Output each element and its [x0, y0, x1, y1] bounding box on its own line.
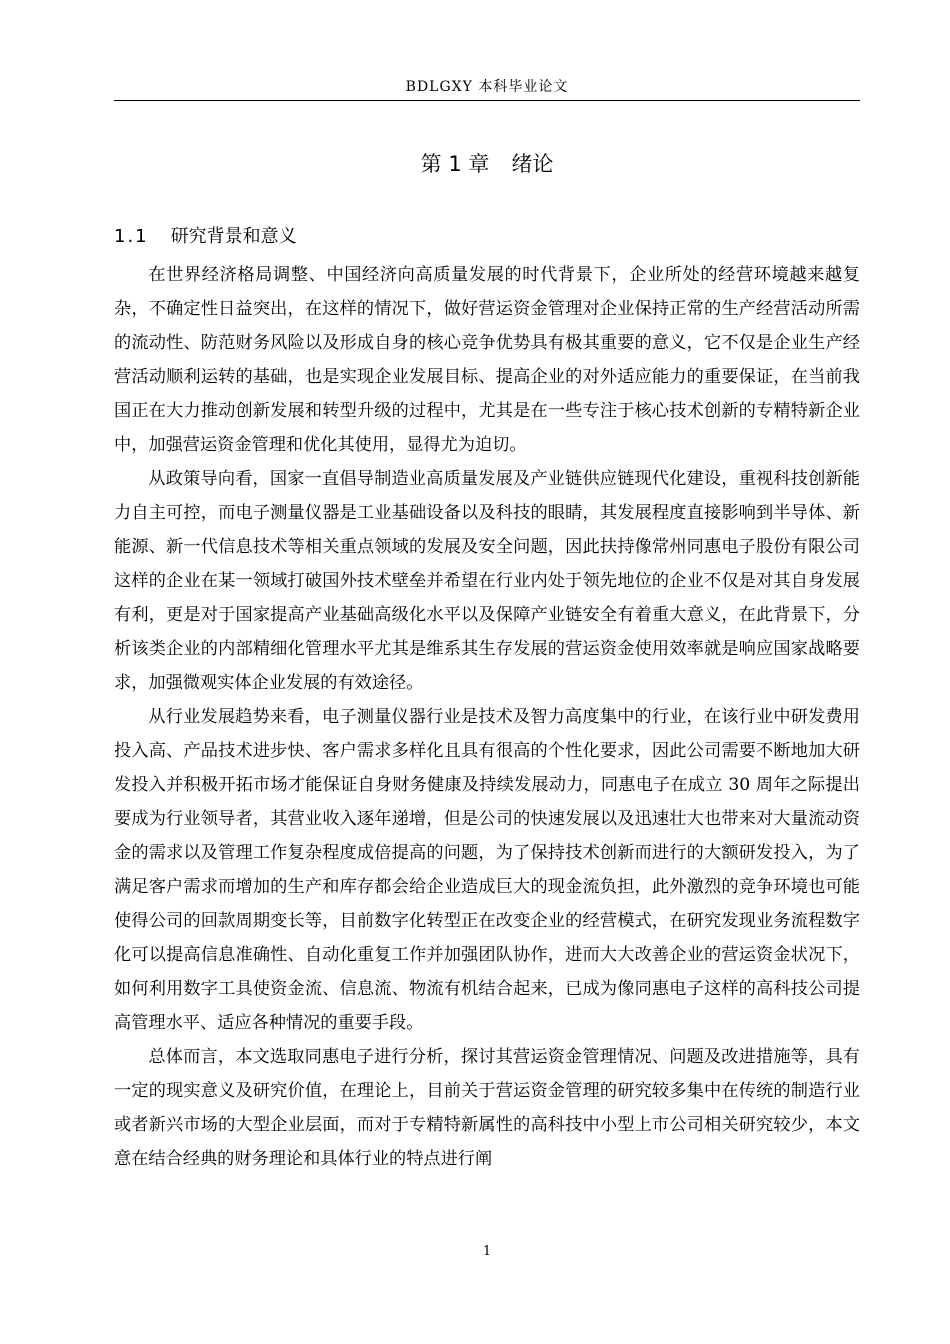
section-title-text: 研究背景和意义: [170, 226, 297, 247]
paragraph: 从政策导向看，国家一直倡导制造业高质量发展及产业链供应链现代化建设，重视科技创新能力自主可控，而电子测量仪器是工业基础设备以及科技的眼睛，其发展程度直接影响到半导体、新能源、新一代信息技术等相关重点领域的发展及安全问题，因此扶持像常州同惠电子股份有限公司这样的企业在某一领域打破国外技术壁垒并希望在行业内处于领先地位的企业不仅是对其自身发展有利，更是对于国家提高产业基础高级化水平以及保障产业链安全有着重大意义，在此背景下，分析该类企业的内部精细化管理水平尤其是维系其生存发展的营运资金使用效率就是响应国家战略要求，加强微观实体企业发展的有效途径。: [114, 469, 860, 693]
paragraph: 在世界经济格局调整、中国经济向高质量发展的时代背景下，企业所处的经营环境越来越复杂，不确定性日益突出，在这样的情况下，做好营运资金管理对企业保持正常的生产经营活动所需的流动性、防范财务风险以及形成自身的核心竞争优势具有极其重要的意义，它不仅是企业生产经营活动顺利运转的基础，也是实现企业发展目标、提高企业的对外适应能力的重要保证，在当前我国正在大力推动创新发展和转型升级的过程中，尤其是在一些专注于核心技术创新的专精特新企业中，加强营运资金管理和优化其使用，显得尤为迫切。: [114, 265, 860, 455]
page-number: 1: [482, 1244, 492, 1259]
body-text: [114, 258, 860, 1176]
section-number: 1.1: [114, 226, 149, 247]
header-rule: [114, 100, 860, 101]
chapter-title-text: 绪论: [511, 152, 554, 176]
running-header: BDLGXY 本科毕业论文: [405, 79, 569, 95]
section-heading: [114, 222, 297, 248]
chapter-number: 第 1 章: [420, 152, 490, 176]
paragraph: 从行业发展趋势来看，电子测量仪器行业是技术及智力高度集中的行业，在该行业中研发费用投入高、产品技术进步快、客户需求多样化且具有很高的个性化要求，因此公司需要不断地加大研发投入并积极开拓市场才能保证自身财务健康及持续发展动力，同惠电子在成立 30 周年之际提出要成为行业领导者，其营业收入逐年递增，但是公司的快速发展以及迅速壮大也带来对大量流动资金的需求以及管理工作复杂程度成倍提高的问题，为了保持技术创新而进行的大额研发投入，为了满足客户需求而增加的生产和库存都会给企业造成巨大的现金流负担，此外激烈的竞争环境也可能使得公司的回款周期变长等，目前数字化转型正在改变企业的经营模式，在研究发现业务流程数字化可以提高信息准确性、自动化重复工作并加强团队协作，进而大大改善企业的营运资金状况下，如何利用数字工具使资金流、信息流、物流有机结合起来，已成为像同惠电子这样的高科技公司提高管理水平、适应各种情况的重要手段。: [114, 707, 860, 1033]
paragraph: 总体而言，本文选取同惠电子进行分析，探讨其营运资金管理情况、问题及改进措施等，具有一定的现实意义及研究价值，在理论上，目前关于营运资金管理的研究较多集中在传统的制造行业或者新兴市场的大型企业层面，而对于专精特新属性的高科技中小型上市公司相关研究较少，本文意在结合经典的财务理论和具体行业的特点进行阐: [114, 1047, 860, 1169]
chapter-title: [114, 148, 860, 178]
